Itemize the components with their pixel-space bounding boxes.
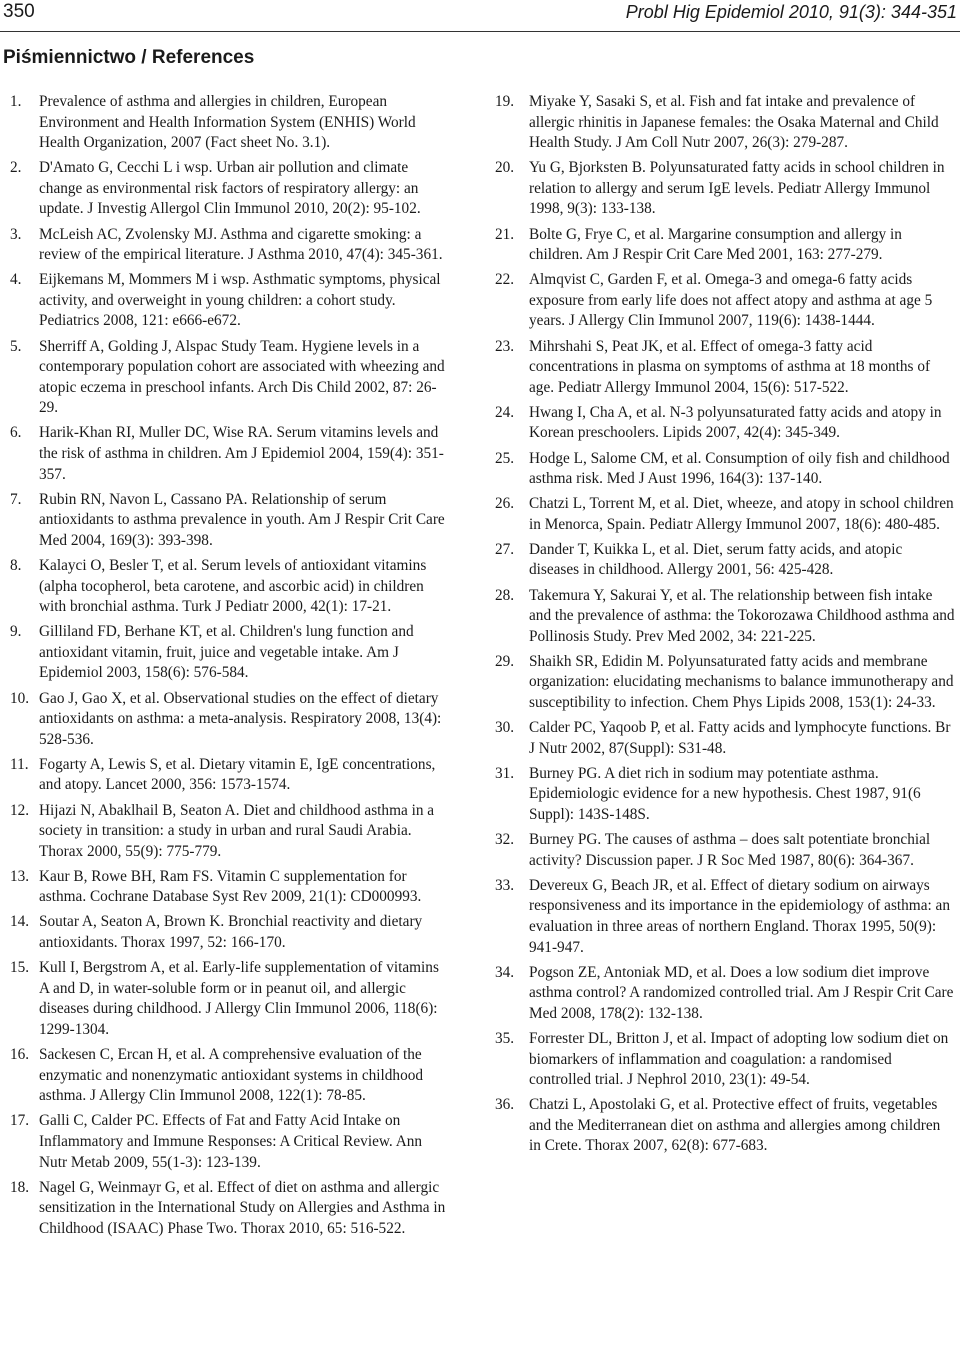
reference-item <box>495 1029 955 1091</box>
reference-item <box>10 92 450 154</box>
reference-text: Takemura Y, Sakurai Y, et al. The relationship between fish intake and the prevalence of asthma: the Tokorozawa Childhood asthma and Pollinosis Study. Prev Med 2002, 34: 221-225. <box>529 586 955 645</box>
reference-item <box>495 876 955 958</box>
reference-text: Almqvist C, Garden F, et al. Omega-3 and omega-6 fatty acids exposure from early life does not affect atopy and asthma at age 5 years. J Allergy Clin Immunol 2007, 119(6): 1438-1444. <box>529 271 933 330</box>
reference-text: Harik-Khan RI, Muller DC, Wise RA. Serum vitamins levels and the risk of asthma in children. Am J Epidemiol 2004, 159(4): 351-357. <box>39 424 444 483</box>
reference-number: 32. <box>495 831 515 849</box>
reference-item <box>10 337 450 419</box>
reference-text: Dander T, Kuikka L, et al. Diet, serum fatty acids, and atopic diseases in childhood. Allergy 2001, 56: 425-428. <box>529 540 903 579</box>
reference-text: Pogson ZE, Antoniak MD, et al. Does a low sodium diet improve asthma control? A randomized controlled trial. Am J Respir Crit Care Med 2008, 178(2): 132-138. <box>529 963 954 1022</box>
journal-citation: Probl Hig Epidemiol 2010, 91(3): 344-351 <box>625 2 957 22</box>
header-rule <box>0 31 960 32</box>
reference-number: 30. <box>495 719 515 737</box>
reference-text: Chatzi L, Apostolaki G, et al. Protective effect of fruits, vegetables and the Mediterranean diet on asthma and allergies among children in Crete. Thorax 2007, 62(8): 677-683. <box>529 1096 941 1155</box>
reference-text: Yu G, Bjorksten B. Polyunsaturated fatty acids in school children in relation to allergy and serum IgE levels. Pediatr Allergy Immunol 1998, 9(3): 133-138. <box>529 159 945 218</box>
reference-item <box>10 556 450 618</box>
reference-text: Miyake Y, Sasaki S, et al. Fish and fat intake and prevalence of allergic rhinitis in Japanese females: the Osaka Maternal and Child Health Study. J Am Coll Nutr 2007, 26(3): 279-287. <box>529 93 939 152</box>
reference-item <box>10 490 450 552</box>
reference-text: Rubin RN, Navon L, Cassano PA. Relationship of serum antioxidants to asthma prevalence in youth. Am J Respir Crit Care Med 2004, 169(3): 393-398. <box>39 490 445 549</box>
reference-text: Burney PG. A diet rich in sodium may potentiate asthma. Epidemiologic evidence for a new hypothesis. Chest 1987, 91(6 Suppl): 143S-148S. <box>529 764 921 823</box>
reference-text: Hijazi N, Abaklhail B, Seaton A. Diet and childhood asthma in a society in transition: a study in urban and rural Saudi Arabia. Thorax 2000, 55(9): 775-779. <box>39 801 435 860</box>
reference-item <box>10 912 450 953</box>
reference-item <box>10 958 450 1040</box>
reference-item <box>495 337 955 399</box>
reference-item <box>10 622 450 684</box>
reference-number: 35. <box>495 1029 515 1047</box>
reference-number: 24. <box>495 403 515 421</box>
reference-text: D'Amato G, Cecchi L i wsp. Urban air pollution and climate change as environmental risk factors of respiratory allergy: an update. J Investig Allergol Clin Immunol 2010, 20(2): 95-102. <box>39 159 421 218</box>
reference-item <box>495 540 955 581</box>
reference-item <box>495 963 955 1025</box>
reference-number: 6. <box>10 424 22 442</box>
reference-number: 10. <box>10 689 30 707</box>
reference-text: Calder PC, Yaqoob P, et al. Fatty acids and lymphocyte functions. Br J Nutr 2002, 87(Suppl): S31-48. <box>529 719 951 757</box>
reference-item <box>10 158 450 220</box>
reference-item <box>10 755 450 796</box>
reference-item <box>495 830 955 871</box>
reference-number: 36. <box>495 1096 515 1114</box>
section-title: Piśmiennictwo / References <box>3 47 255 68</box>
reference-number: 22. <box>495 271 515 289</box>
reference-text: Fogarty A, Lewis S, et al. Dietary vitamin E, IgE concentrations, and atopy. Lancet 2000, 356: 1573-1574. <box>39 755 436 794</box>
reference-number: 29. <box>495 652 515 670</box>
reference-number: 14. <box>10 913 30 931</box>
reference-text: Hodge L, Salome CM, et al. Consumption of oily fish and childhood asthma risk. Med J Aust 1996, 164(3): 137-140. <box>529 449 950 488</box>
reference-text: Forrester DL, Britton J, et al. Impact of adopting low sodium diet on biomarkers of inflammation and coagulation: a randomised controlled trial. J Nephrol 2010, 23(1): 49-54. <box>529 1029 949 1089</box>
reference-item <box>495 718 955 759</box>
reference-text: Chatzi L, Torrent M, et al. Diet, wheeze, and atopy in school children in Menorca, Spain. Pediatr Allergy Immunol 2007, 18(6): 480-485. <box>529 495 954 533</box>
reference-item <box>495 449 955 490</box>
reference-number: 23. <box>495 337 515 355</box>
reference-number: 33. <box>495 876 515 894</box>
reference-number: 1. <box>10 93 22 110</box>
reference-text: Eijkemans M, Mommers M i wsp. Asthmatic symptoms, physical activity, and overweight in young children: a cohort study. Pediatrics 2008, 121: e666-e672. <box>39 271 441 330</box>
reference-item <box>10 1045 450 1107</box>
reference-number: 34. <box>495 963 515 981</box>
reference-text: McLeish AC, Zvolensky MJ. Asthma and cigarette smoking: a review of the empirical literature. J Asthma 2010, 47(4): 345-361. <box>39 225 443 264</box>
reference-number: 20. <box>495 159 515 177</box>
reference-item <box>495 225 955 266</box>
reference-text: Kull I, Bergstrom A, et al. Early-life supplementation of vitamins A and D, in water-soluble form or in peanut oil, and allergic diseases during childhood. J Allergy Clin Immunol 2006, 118(6): 1299-1304. <box>39 959 439 1038</box>
reference-number: 13. <box>10 867 30 885</box>
reference-item <box>10 270 450 332</box>
reference-item <box>495 652 955 714</box>
reference-number: 2. <box>10 159 22 177</box>
reference-item <box>495 158 955 220</box>
reference-number: 4. <box>10 271 22 289</box>
reference-number: 17. <box>10 1112 30 1130</box>
reference-item <box>495 1095 955 1157</box>
reference-text: Gao J, Gao X, et al. Observational studies on the effect of dietary antioxidants on asthma: a meta-analysis. Respiratory 2008, 13(4): 528-536. <box>39 689 442 748</box>
reference-number: 18. <box>10 1178 30 1196</box>
reference-number: 28. <box>495 586 515 604</box>
reference-text: Galli C, Calder PC. Effects of Fat and Fatty Acid Intake on Inflammatory and Immune Responses: A Critical Review. Ann Nutr Metab 2009, 55(1-3): 123-139. <box>39 1112 423 1171</box>
reference-text: Gilliland FD, Berhane KT, et al. Children's lung function and antioxidant vitamin, fruit, juice and vegetable intake. Am J Epidemiol 2003, 158(6): 576-584. <box>39 623 414 682</box>
reference-number: 16. <box>10 1046 30 1064</box>
reference-item <box>495 92 955 154</box>
reference-number: 5. <box>10 337 22 355</box>
reference-text: Nagel G, Weinmayr G, et al. Effect of diet on asthma and allergic sensitization in the International Study on Allergies and Asthma in Childhood (ISAAC) Phase Two. Thorax 2010, 65: 516-522. <box>39 1178 446 1237</box>
reference-text: Kalayci O, Besler T, et al. Serum levels of antioxidant vitamins (alpha tocopherol, beta carotene, and ascorbic acid) in children with bronchial asthma. Turk J Pediatr 2000, 42(1): 17-21. <box>39 556 427 616</box>
reference-text: Burney PG. The causes of asthma – does salt potentiate bronchial activity? Discussion paper. J R Soc Med 1987, 80(6): 364-367. <box>529 831 931 869</box>
reference-number: 15. <box>10 959 30 977</box>
references-right-column <box>495 92 955 1162</box>
reference-number: 8. <box>10 556 22 574</box>
reference-number: 31. <box>495 764 515 782</box>
reference-text: Devereux G, Beach JR, et al. Effect of dietary sodium on airways responsiveness and its importance in the epidemiology of asthma: an evaluation in three areas of northern England. Thorax 1995, 50(9): 941-947. <box>529 876 950 956</box>
reference-text: Hwang I, Cha A, et al. N-3 polyunsaturated fatty acids and atopy in Korean preschoolers. Lipids 2007, 42(4): 345-349. <box>529 403 942 442</box>
reference-number: 11. <box>10 755 29 773</box>
reference-item <box>10 423 450 485</box>
reference-text: Kaur B, Rowe BH, Ram FS. Vitamin C supplementation for asthma. Cochrane Database Syst Rev 2009, 21(1): CD000993. <box>39 867 422 906</box>
reference-text: Sherriff A, Golding J, Alspac Study Team. Hygiene levels in a contemporary population cohort are associated with wheezing and atopic eczema in preschool infants. Arch Dis Child 2002, 87: 26-29. <box>39 337 445 417</box>
reference-item <box>10 689 450 751</box>
reference-number: 19. <box>495 93 515 110</box>
reference-text: Soutar A, Seaton A, Brown K. Bronchial reactivity and dietary antioxidants. Thorax 1997, 52: 166-170. <box>39 913 423 952</box>
reference-item <box>10 801 450 863</box>
reference-text: Mihrshahi S, Peat JK, et al. Effect of omega-3 fatty acid concentrations in plasma on symptoms of asthma at 18 months of age. Pediatr Allergy Immunol 2004, 15(6): 517-522. <box>529 337 931 396</box>
reference-item <box>10 1111 450 1173</box>
reference-text: Bolte G, Frye C, et al. Margarine consumption and allergy in children. Am J Respir Crit Care Med 2001, 163: 277-279. <box>529 225 902 264</box>
reference-number: 12. <box>10 801 30 819</box>
reference-text: Sackesen C, Ercan H, et al. A comprehensive evaluation of the enzymatic and nonenzymatic antioxidant systems in childhood asthma. J Allergy Clin Immunol 2008, 122(1): 78-85. <box>39 1046 424 1105</box>
reference-item <box>10 1178 450 1240</box>
reference-item <box>495 270 955 332</box>
reference-item <box>495 586 955 648</box>
reference-number: 26. <box>495 495 515 513</box>
reference-item <box>10 867 450 908</box>
reference-item <box>495 403 955 444</box>
page-number: 350 <box>3 1 35 22</box>
reference-number: 21. <box>495 225 515 243</box>
page-header <box>0 0 960 34</box>
reference-item <box>10 225 450 266</box>
reference-number: 3. <box>10 225 22 243</box>
reference-item <box>495 764 955 826</box>
reference-number: 9. <box>10 623 22 641</box>
reference-number: 27. <box>495 540 515 558</box>
reference-text: Prevalence of asthma and allergies in children, European Environment and Health Information System (ENHIS) World Health Organization, 2007 (Fact sheet No. 3.1). <box>39 93 416 152</box>
reference-item <box>495 494 955 535</box>
reference-number: 25. <box>495 449 515 467</box>
references-left-column <box>10 92 450 1244</box>
reference-text: Shaikh SR, Edidin M. Polyunsaturated fatty acids and membrane organization: elucidating mechanisms to balance immunotherapy and susceptibility to infection. Chem Phys Lipids 2008, 153(1): 24-33. <box>529 652 954 712</box>
reference-number: 7. <box>10 490 22 508</box>
